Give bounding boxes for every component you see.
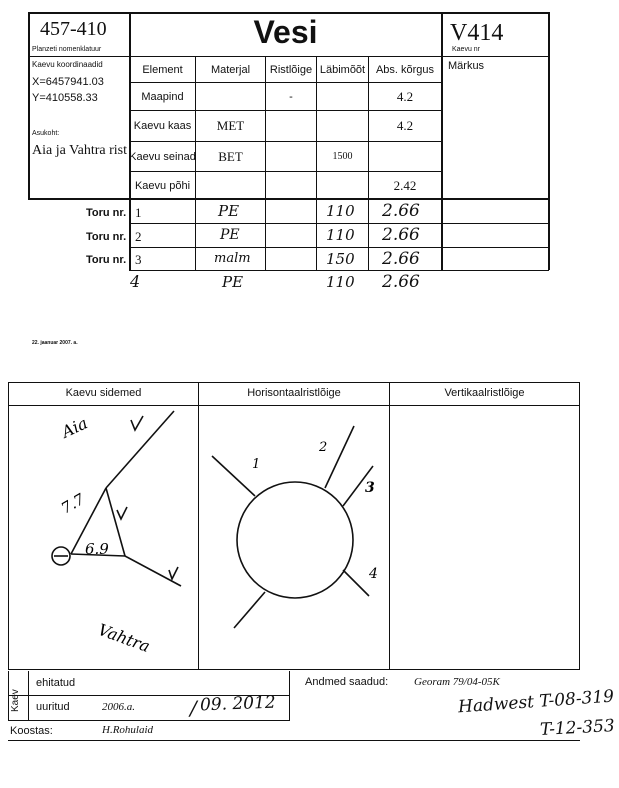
pipe-mark-4: 4: [369, 566, 378, 582]
pipe-height-1: 2.66: [382, 201, 420, 221]
pipe-diameter-4: 110: [326, 273, 355, 291]
author-label: Koostas:: [10, 725, 53, 737]
row-height-ground: 4.2: [396, 88, 414, 104]
pipe-material-2: PE: [220, 227, 240, 243]
col-header-diameter: Läbimõõt: [319, 63, 366, 76]
pipe-height-4: 2.66: [382, 272, 420, 292]
row-material-walls: BET: [218, 148, 243, 164]
pipe-label-2: Toru nr.: [86, 231, 127, 243]
surveyed-year: 2006.a.: [102, 701, 135, 713]
panel-title-horizontal: Horisontaalristlõige: [247, 387, 341, 399]
panel-title-vertical: Vertikaalristlõige: [444, 387, 525, 399]
pipe-nr-1: 1: [135, 205, 142, 220]
location-value: Aia ja Vahtra rist: [32, 143, 127, 158]
date-stamp: 22. jaanuar 2007. a.: [32, 340, 78, 346]
handwritten-reference: Hadwest T-08-319: [457, 686, 615, 718]
row-element-ground: Maapind: [141, 90, 184, 103]
pipe-mark-3: 3: [365, 480, 375, 496]
pipe-nr-2: 2: [135, 229, 142, 244]
pipe-mark-2: 2: [319, 440, 328, 455]
handwritten-date: 09. 2012: [199, 692, 277, 716]
pipe-diameter-2: 110: [326, 226, 355, 244]
pipe-material-1: PE: [218, 202, 240, 220]
col-header-height: Abs. kõrgus: [375, 63, 435, 76]
pipe-mark-1: 1: [252, 457, 261, 472]
col-header-material: Materjal: [210, 63, 251, 76]
built-label: ehitatud: [36, 677, 76, 689]
pipe-diameter-1: 110: [326, 202, 355, 220]
row-height-bottom: 2.42: [393, 177, 417, 193]
coord-y: Y=410558.33: [32, 92, 98, 104]
vahtra-label: Vahtra: [95, 619, 153, 657]
date-slash: /: [190, 696, 197, 720]
kaev-label: Kaev: [10, 689, 21, 712]
pipe-height-2: 2.66: [382, 225, 420, 245]
links-sketch: [9, 406, 198, 669]
nomenclature-caption: Planzeti nomenklatuur: [32, 46, 102, 53]
pipe-height-3: 2.66: [382, 249, 420, 269]
surveyed-label: uuritud: [36, 701, 70, 713]
pipe-material-4: PE: [222, 273, 244, 291]
data-from-label: Andmed saadud:: [305, 676, 389, 688]
data-from-value: Georam 79/04-05K: [414, 676, 500, 688]
coord-x: X=6457941.03: [32, 76, 104, 88]
distance-2: 6.9: [85, 540, 109, 558]
handwritten-reference-2: T-12-353: [539, 716, 616, 740]
pipe-material-3: malm: [214, 251, 251, 266]
pipe-label-1: Toru nr.: [86, 207, 127, 219]
location-label: Asukoht:: [32, 130, 60, 137]
col-header-cross-section: Ristlõige: [269, 63, 313, 76]
row-cross-ground: -: [289, 90, 293, 103]
well-caption: Kaevu nr: [452, 46, 481, 53]
pipe-nr-4: 4: [130, 272, 141, 291]
pipe-diameter-3: 150: [326, 250, 355, 268]
author-name: H.Rohulaid: [102, 724, 154, 736]
horizontal-sketch: [199, 406, 389, 669]
row-height-lid: 4.2: [396, 118, 414, 133]
page-title: Vesi: [253, 14, 318, 50]
row-material-lid: MET: [216, 118, 245, 133]
pipe-label-3: Toru nr.: [86, 254, 127, 266]
row-element-walls: Kaevu seinad: [129, 150, 196, 163]
aia-label: Aia: [58, 413, 91, 442]
row-element-lid: Kaevu kaas: [133, 120, 192, 132]
col-header-element: Element: [142, 63, 183, 76]
nomenclature-number: 457-410: [40, 18, 107, 40]
pipe-nr-3: 3: [135, 252, 142, 267]
remarks-label: Märkus: [448, 60, 485, 72]
coords-label: Kaevu koordinaadid: [32, 60, 103, 69]
well-number: V414: [450, 20, 504, 46]
row-diameter-walls: 1500: [332, 151, 353, 162]
panel-title-links: Kaevu sidemed: [65, 387, 142, 399]
distance-1: 7.7: [58, 489, 88, 518]
row-element-bottom: Kaevu põhi: [134, 179, 191, 192]
